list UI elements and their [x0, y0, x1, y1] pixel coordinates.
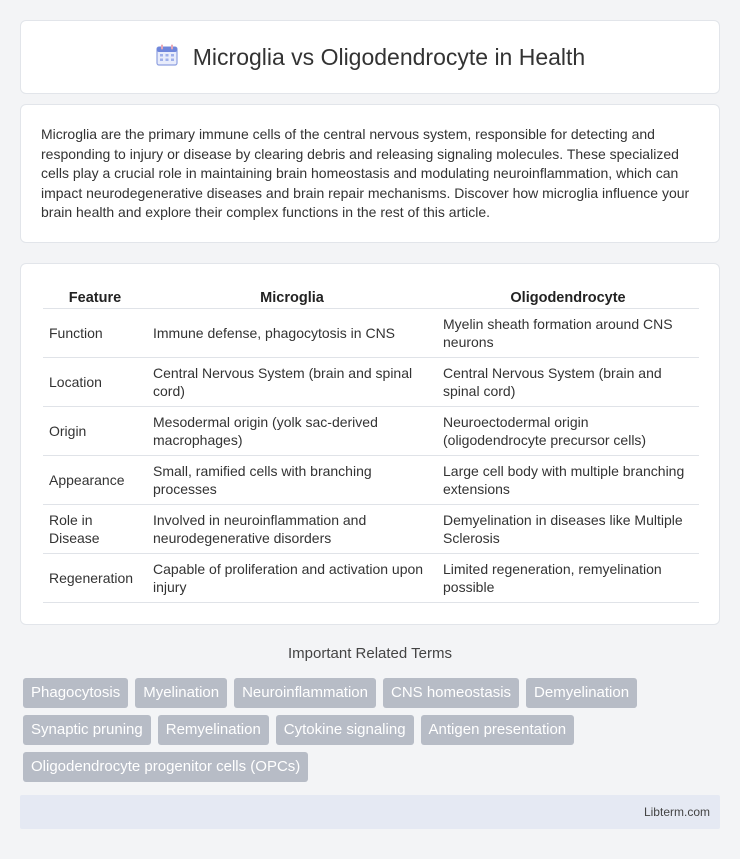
- table-row: [43, 456, 699, 505]
- table-row: [43, 309, 699, 358]
- footer-site-link[interactable]: Libterm.com: [643, 805, 710, 819]
- footer: [20, 795, 720, 829]
- related-terms-list: [23, 678, 723, 782]
- table-header-row: [43, 284, 699, 309]
- microglia-cell: Central Nervous System (brain and spinal cord): [147, 358, 437, 407]
- tag-opcs[interactable]: Oligodendrocyte progenitor cells (OPCs): [23, 752, 308, 782]
- feature-cell: Origin: [43, 407, 147, 456]
- tag-cytokine-signaling[interactable]: Cytokine signaling: [276, 715, 414, 745]
- microglia-cell: Immune defense, phagocytosis in CNS: [147, 309, 437, 358]
- tag-demyelination[interactable]: Demyelination: [526, 678, 637, 708]
- intro-card: [20, 104, 720, 243]
- oligodendrocyte-cell: Demyelination in diseases like Multiple Sclerosis: [437, 505, 699, 554]
- comparison-table-card: [20, 263, 720, 625]
- header-microglia: Microglia: [147, 284, 437, 309]
- tag-cns-homeostasis[interactable]: CNS homeostasis: [383, 678, 519, 708]
- related-terms-title: Important Related Terms: [288, 645, 452, 662]
- tag-myelination[interactable]: Myelination: [135, 678, 227, 708]
- feature-cell: Function: [43, 309, 147, 358]
- oligodendrocyte-cell: Large cell body with multiple branching extensions: [437, 456, 699, 505]
- feature-cell: Appearance: [43, 456, 147, 505]
- header-feature: Feature: [43, 284, 147, 309]
- table-row: [43, 554, 699, 603]
- microglia-cell: Small, ramified cells with branching processes: [147, 456, 437, 505]
- oligodendrocyte-cell: Myelin sheath formation around CNS neurons: [437, 309, 699, 358]
- oligodendrocyte-cell: Central Nervous System (brain and spinal cord): [437, 358, 699, 407]
- calendar-icon: [155, 43, 179, 72]
- oligodendrocyte-cell: Neuroectodermal origin (oligodendrocyte precursor cells): [437, 407, 699, 456]
- header-card: [20, 20, 720, 94]
- feature-cell: Regeneration: [43, 554, 147, 603]
- page-title: Microglia vs Oligodendrocyte in Health: [192, 43, 586, 70]
- microglia-cell: Mesodermal origin (yolk sac-derived macrophages): [147, 407, 437, 456]
- intro-paragraph: Microglia are the primary immune cells of the central nervous system, responsible for detecting and responding to injury or disease by clearing debris and releasing signaling molecules. These specialized cells play a crucial role in maintaining brain homeostasis and modulating neuroinflammation, which can impact neurodegenerative diseases and brain repair mechanisms. Discover how microglia influence your brain health and explore their complex functions in the rest of this article.: [41, 126, 690, 221]
- table-row: [43, 407, 699, 456]
- comparison-table: [43, 284, 699, 603]
- title-wrap: [155, 43, 585, 72]
- oligodendrocyte-cell: Limited regeneration, remyelination possible: [437, 554, 699, 603]
- table-row: [43, 358, 699, 407]
- tag-antigen-presentation[interactable]: Antigen presentation: [421, 715, 575, 745]
- feature-cell: Location: [43, 358, 147, 407]
- tag-neuroinflammation[interactable]: Neuroinflammation: [234, 678, 376, 708]
- tag-remyelination[interactable]: Remyelination: [158, 715, 269, 745]
- table-row: [43, 505, 699, 554]
- feature-cell: Role in Disease: [43, 505, 147, 554]
- tag-phagocytosis[interactable]: Phagocytosis: [23, 678, 128, 708]
- header-oligodendrocyte: Oligodendrocyte: [437, 284, 699, 309]
- tag-synaptic-pruning[interactable]: Synaptic pruning: [23, 715, 151, 745]
- microglia-cell: Capable of proliferation and activation upon injury: [147, 554, 437, 603]
- microglia-cell: Involved in neuroinflammation and neurodegenerative disorders: [147, 505, 437, 554]
